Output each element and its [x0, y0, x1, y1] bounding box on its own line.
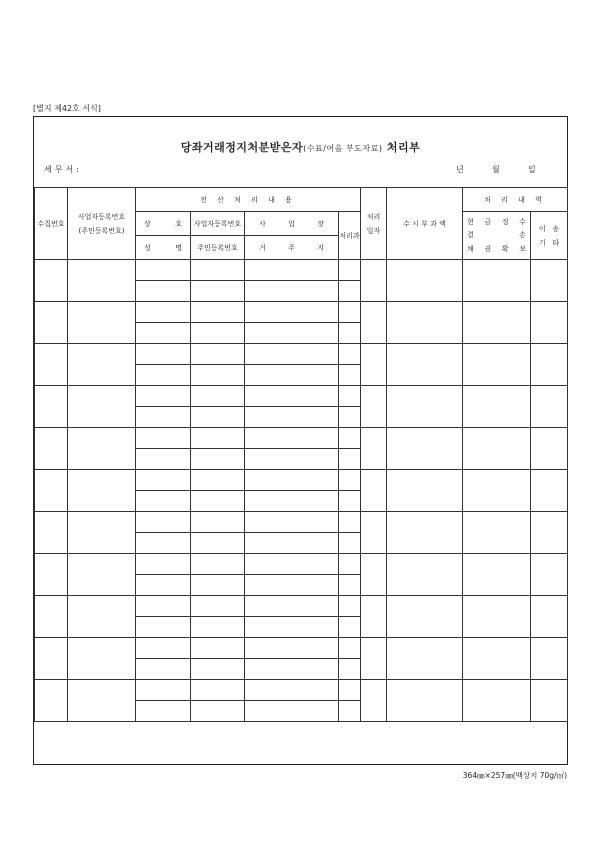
- header-bond-c: 확: [501, 245, 509, 254]
- header-trade-name-a: 상: [144, 219, 151, 228]
- header-trade-name: [136, 212, 191, 236]
- header-processing-details: 처 리 내 역: [463, 188, 568, 212]
- record-cell[interactable]: [361, 302, 387, 344]
- record-subcell-top[interactable]: [245, 512, 339, 533]
- record-subcell-bottom[interactable]: [245, 491, 339, 512]
- record-cell[interactable]: [361, 512, 387, 554]
- record-cell[interactable]: [531, 638, 568, 680]
- record-subcell-bottom[interactable]: [136, 407, 191, 428]
- record-subcell-top[interactable]: [245, 386, 339, 407]
- header-transfer-other: [531, 212, 568, 260]
- record-subcell-top[interactable]: [191, 428, 245, 449]
- record-subcell-bottom[interactable]: [245, 533, 339, 554]
- record-subcell-bottom[interactable]: [191, 575, 245, 596]
- record-cell[interactable]: [68, 638, 136, 680]
- record-cell[interactable]: [387, 470, 463, 512]
- record-cell[interactable]: [387, 386, 463, 428]
- header-biz-reg-no: 사업자등록번호: [191, 212, 245, 236]
- record-subcell-top[interactable]: [245, 470, 339, 491]
- form-frame: [33, 116, 568, 765]
- record-subcell-top[interactable]: [136, 260, 191, 281]
- record-subcell-top[interactable]: [191, 554, 245, 575]
- record-cell[interactable]: [68, 512, 136, 554]
- title-main: 당좌거래정지처분받은자: [180, 141, 304, 154]
- header-processing-dept: 처리과: [339, 212, 361, 260]
- record-subcell-top[interactable]: [136, 470, 191, 491]
- processing-register-table: [34, 187, 568, 722]
- record-subcell-top[interactable]: [136, 554, 191, 575]
- record-subcell-bottom[interactable]: [339, 575, 361, 596]
- table-row: [35, 302, 568, 323]
- record-cell[interactable]: [361, 260, 387, 302]
- form-number-label: [별지 제42호 서식]: [33, 104, 101, 113]
- record-cell[interactable]: [361, 344, 387, 386]
- title-paren: (수표/어음 부도자료): [303, 144, 383, 153]
- record-cell[interactable]: [531, 344, 568, 386]
- table-row: [35, 260, 568, 281]
- record-cell[interactable]: [531, 680, 568, 722]
- record-subcell-top[interactable]: [245, 638, 339, 659]
- record-subcell-bottom[interactable]: [339, 407, 361, 428]
- record-cell[interactable]: [68, 386, 136, 428]
- record-cell[interactable]: [531, 302, 568, 344]
- title-end: 처리부: [382, 141, 421, 154]
- record-cell[interactable]: [463, 344, 531, 386]
- form-title: [34, 139, 567, 155]
- header-workplace: [245, 212, 339, 236]
- record-subcell-bottom[interactable]: [136, 659, 191, 680]
- record-subcell-bottom[interactable]: [339, 365, 361, 386]
- record-subcell-bottom[interactable]: [191, 281, 245, 302]
- table-row: [35, 428, 568, 449]
- record-cell[interactable]: [387, 512, 463, 554]
- record-cell[interactable]: [463, 428, 531, 470]
- record-subcell-bottom[interactable]: [245, 701, 339, 722]
- record-cell[interactable]: [463, 260, 531, 302]
- record-subcell-top[interactable]: [339, 386, 361, 407]
- record-cell[interactable]: [361, 428, 387, 470]
- header-workplace-b: 업: [288, 219, 295, 228]
- record-subcell-bottom[interactable]: [136, 617, 191, 638]
- record-subcell-top[interactable]: [245, 344, 339, 365]
- header-name-a: 성: [144, 243, 151, 252]
- table-row: [35, 512, 568, 533]
- record-subcell-bottom[interactable]: [339, 449, 361, 470]
- record-cell[interactable]: [531, 596, 568, 638]
- header-workplace-c: 장: [317, 219, 324, 228]
- record-cell[interactable]: [68, 680, 136, 722]
- record-subcell-top[interactable]: [339, 260, 361, 281]
- record-cell[interactable]: [35, 596, 68, 638]
- header-residence: [245, 236, 339, 260]
- record-cell[interactable]: [531, 386, 568, 428]
- record-subcell-top[interactable]: [339, 344, 361, 365]
- record-subcell-bottom[interactable]: [339, 533, 361, 554]
- table-row: [35, 386, 568, 407]
- header-residence-a: 거: [259, 243, 266, 252]
- record-subcell-bottom[interactable]: [245, 659, 339, 680]
- record-subcell-bottom[interactable]: [136, 701, 191, 722]
- record-subcell-bottom[interactable]: [136, 281, 191, 302]
- record-subcell-bottom[interactable]: [136, 323, 191, 344]
- record-cell[interactable]: [361, 680, 387, 722]
- record-cell[interactable]: [531, 428, 568, 470]
- record-subcell-bottom[interactable]: [191, 323, 245, 344]
- record-subcell-top[interactable]: [339, 302, 361, 323]
- header-bond-d: 보: [519, 245, 526, 254]
- header-settle-b: 손: [519, 231, 527, 240]
- table-row: [35, 638, 568, 659]
- record-subcell-top[interactable]: [136, 428, 191, 449]
- header-resident-reg-no: 주민등록번호: [191, 236, 245, 260]
- record-subcell-bottom[interactable]: [245, 575, 339, 596]
- record-subcell-bottom[interactable]: [136, 365, 191, 386]
- record-cell[interactable]: [68, 470, 136, 512]
- record-subcell-bottom[interactable]: [245, 281, 339, 302]
- record-cell[interactable]: [361, 596, 387, 638]
- record-cell[interactable]: [68, 302, 136, 344]
- record-subcell-top[interactable]: [191, 512, 245, 533]
- record-subcell-top[interactable]: [136, 344, 191, 365]
- record-subcell-top[interactable]: [136, 512, 191, 533]
- record-subcell-bottom[interactable]: [191, 617, 245, 638]
- record-subcell-top[interactable]: [245, 680, 339, 701]
- record-subcell-top[interactable]: [339, 554, 361, 575]
- tax-office-label: 세무서:: [44, 165, 82, 174]
- record-cell[interactable]: [387, 302, 463, 344]
- record-subcell-top[interactable]: [245, 260, 339, 281]
- header-bond-a: 채: [467, 245, 474, 254]
- record-cell[interactable]: [463, 512, 531, 554]
- header-processing-date: [361, 188, 387, 260]
- header-processing-date-line1: 처리: [366, 212, 381, 221]
- record-cell[interactable]: [35, 386, 68, 428]
- record-subcell-top[interactable]: [191, 470, 245, 491]
- record-cell[interactable]: [531, 470, 568, 512]
- date-year: 년: [456, 165, 464, 174]
- header-trade-name-b: 호: [175, 219, 182, 228]
- table-row: [35, 470, 568, 491]
- record-subcell-bottom[interactable]: [136, 449, 191, 470]
- header-computer-processing: 전 산 처 리 내 용: [136, 188, 361, 212]
- record-cell[interactable]: [463, 470, 531, 512]
- record-subcell-bottom[interactable]: [191, 491, 245, 512]
- header-cash-b: 금: [484, 217, 492, 226]
- record-subcell-top[interactable]: [245, 596, 339, 617]
- record-cell[interactable]: [387, 260, 463, 302]
- record-cell[interactable]: [463, 302, 531, 344]
- record-subcell-bottom[interactable]: [339, 659, 361, 680]
- record-subcell-top[interactable]: [191, 302, 245, 323]
- header-name-b: 명: [175, 243, 182, 252]
- record-subcell-top[interactable]: [136, 302, 191, 323]
- record-subcell-bottom[interactable]: [245, 449, 339, 470]
- record-subcell-bottom[interactable]: [339, 281, 361, 302]
- record-subcell-top[interactable]: [339, 428, 361, 449]
- record-cell[interactable]: [387, 428, 463, 470]
- date-month: 월: [492, 165, 500, 174]
- header-biz-no-label: 사업자등록번호: [77, 212, 126, 221]
- record-cell[interactable]: [361, 470, 387, 512]
- header-workplace-a: 사: [259, 219, 266, 228]
- record-subcell-top[interactable]: [191, 680, 245, 701]
- record-cell[interactable]: [463, 596, 531, 638]
- record-subcell-top[interactable]: [339, 512, 361, 533]
- header-residence-c: 지: [317, 243, 324, 252]
- record-cell[interactable]: [387, 554, 463, 596]
- record-cell[interactable]: [68, 428, 136, 470]
- record-cell[interactable]: [463, 386, 531, 428]
- record-subcell-bottom[interactable]: [191, 701, 245, 722]
- record-subcell-top[interactable]: [136, 386, 191, 407]
- record-subcell-top[interactable]: [191, 386, 245, 407]
- record-subcell-top[interactable]: [339, 638, 361, 659]
- record-cell[interactable]: [387, 680, 463, 722]
- record-cell[interactable]: [361, 386, 387, 428]
- record-subcell-bottom[interactable]: [245, 365, 339, 386]
- record-cell[interactable]: [531, 512, 568, 554]
- record-subcell-top[interactable]: [339, 680, 361, 701]
- record-subcell-top[interactable]: [191, 638, 245, 659]
- record-subcell-bottom[interactable]: [136, 575, 191, 596]
- record-cell[interactable]: [35, 512, 68, 554]
- record-subcell-bottom[interactable]: [191, 533, 245, 554]
- header-cash-d: 수: [519, 217, 526, 226]
- record-cell[interactable]: [68, 596, 136, 638]
- record-subcell-bottom[interactable]: [339, 491, 361, 512]
- header-other-a: 기: [538, 238, 546, 247]
- record-subcell-bottom[interactable]: [245, 617, 339, 638]
- table-row: [35, 596, 568, 617]
- record-subcell-bottom[interactable]: [191, 407, 245, 428]
- header-residence-b: 주: [288, 243, 295, 252]
- header-other-b: 타: [552, 238, 560, 247]
- header-processing-date-line2: 일자: [366, 226, 381, 235]
- record-subcell-top[interactable]: [191, 596, 245, 617]
- record-subcell-bottom[interactable]: [191, 449, 245, 470]
- header-cash-a: 현: [467, 217, 474, 226]
- header-resident-no-label: (주민등록번호): [78, 226, 125, 235]
- record-cell[interactable]: [68, 260, 136, 302]
- record-subcell-top[interactable]: [245, 428, 339, 449]
- record-cell[interactable]: [35, 260, 68, 302]
- record-subcell-bottom[interactable]: [339, 701, 361, 722]
- record-cell[interactable]: [35, 470, 68, 512]
- record-subcell-top[interactable]: [339, 470, 361, 491]
- header-settle-a: 결: [467, 231, 474, 240]
- record-cell[interactable]: [531, 554, 568, 596]
- header-bond-b: 권: [484, 245, 492, 254]
- record-cell[interactable]: [463, 680, 531, 722]
- record-cell[interactable]: [68, 554, 136, 596]
- record-subcell-top[interactable]: [136, 596, 191, 617]
- record-cell[interactable]: [387, 596, 463, 638]
- date-day: 일: [528, 165, 536, 174]
- record-subcell-top[interactable]: [191, 344, 245, 365]
- header-biz-no: [68, 188, 136, 260]
- record-subcell-top[interactable]: [245, 302, 339, 323]
- header-cash-settle-bond: [463, 212, 531, 260]
- record-cell[interactable]: [387, 638, 463, 680]
- record-subcell-bottom[interactable]: [339, 323, 361, 344]
- header-transfer-a: 이: [538, 224, 546, 233]
- record-subcell-top[interactable]: [136, 680, 191, 701]
- record-cell[interactable]: [387, 344, 463, 386]
- record-cell[interactable]: [361, 554, 387, 596]
- record-cell[interactable]: [35, 344, 68, 386]
- paper-spec-footer: 364㎜×257㎜(백상지 70g/㎡): [462, 771, 567, 780]
- table-row: [35, 344, 568, 365]
- header-receipt-no: 수집번호: [35, 188, 68, 260]
- record-subcell-bottom[interactable]: [245, 407, 339, 428]
- record-subcell-top[interactable]: [191, 260, 245, 281]
- record-subcell-bottom[interactable]: [136, 491, 191, 512]
- record-subcell-bottom[interactable]: [136, 533, 191, 554]
- record-subcell-top[interactable]: [245, 554, 339, 575]
- record-cell[interactable]: [35, 554, 68, 596]
- header-receiving-dept: 수 시 부 과 액: [387, 188, 463, 260]
- record-cell[interactable]: [361, 638, 387, 680]
- table-row: [35, 680, 568, 701]
- record-cell[interactable]: [35, 680, 68, 722]
- record-cell[interactable]: [463, 638, 531, 680]
- record-subcell-top[interactable]: [339, 596, 361, 617]
- record-subcell-bottom[interactable]: [339, 617, 361, 638]
- record-subcell-bottom[interactable]: [245, 323, 339, 344]
- record-subcell-bottom[interactable]: [191, 365, 245, 386]
- record-cell[interactable]: [68, 344, 136, 386]
- record-subcell-bottom[interactable]: [191, 659, 245, 680]
- header-cash-c: 징: [501, 217, 509, 226]
- record-cell[interactable]: [35, 638, 68, 680]
- record-cell[interactable]: [463, 554, 531, 596]
- record-cell[interactable]: [35, 302, 68, 344]
- header-name: [136, 236, 191, 260]
- record-cell[interactable]: [531, 260, 568, 302]
- table-row: [35, 554, 568, 575]
- record-cell[interactable]: [35, 428, 68, 470]
- header-transfer-b: 송: [552, 224, 560, 233]
- record-subcell-top[interactable]: [136, 638, 191, 659]
